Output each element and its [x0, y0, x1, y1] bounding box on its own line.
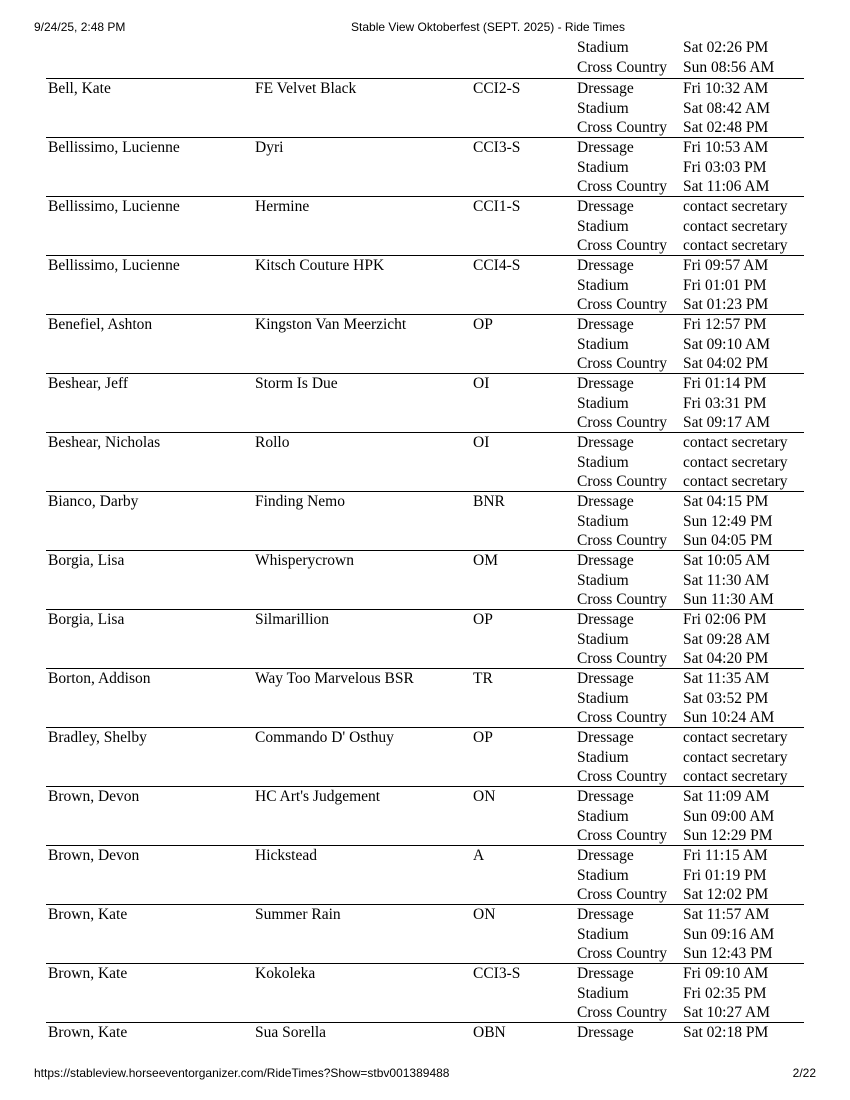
phase-list [577, 787, 667, 846]
page-footer [0, 1066, 850, 1082]
table-row [46, 432, 804, 491]
ride-time: Sat 11:30 AM [683, 571, 770, 589]
ride-time: Sun 09:00 AM [683, 807, 775, 825]
horse-name: Dyri [255, 139, 284, 156]
rider-name: Borgia, Lisa [48, 552, 125, 569]
time-list [683, 433, 788, 492]
ride-time: contact secretary [683, 473, 788, 491]
ride-time: Sun 10:24 AM [683, 709, 775, 727]
table-row [46, 845, 804, 904]
rider-name: Bianco, Darby [48, 493, 139, 510]
phase: Dressage [577, 788, 634, 805]
ride-time: Fri 12:57 PM [683, 316, 767, 333]
phase: Dressage [577, 611, 634, 628]
phase: Stadium [577, 689, 629, 707]
ride-time: Sun 08:56 AM [683, 58, 775, 76]
rider-name: Borton, Addison [48, 670, 151, 687]
ride-time: Sat 01:23 PM [683, 296, 769, 314]
phase: Cross Country [577, 768, 667, 786]
ride-time: Fri 01:19 PM [683, 866, 767, 884]
phase: Stadium [577, 394, 629, 412]
time-list [683, 905, 774, 964]
division: OI [473, 434, 490, 451]
horse-name: Kokoleka [255, 965, 316, 982]
phase: Cross Country [577, 886, 667, 904]
ride-time: contact secretary [683, 217, 788, 235]
phase-list [577, 256, 667, 315]
phase-list [577, 138, 667, 197]
ride-time: Fri 11:15 AM [683, 847, 768, 864]
ride-time: Fri 09:10 AM [683, 965, 769, 982]
phase-list [577, 1023, 634, 1043]
ride-time: Sat 10:27 AM [683, 1004, 770, 1022]
phase: Stadium [577, 335, 629, 353]
entry-rows [46, 78, 804, 1081]
phase: Stadium [577, 571, 629, 589]
ride-time: Sat 11:06 AM [683, 178, 770, 196]
phase: Cross Country [577, 650, 667, 668]
phase: Dressage [577, 906, 634, 923]
phase-list [577, 905, 667, 964]
horse-name: HC Art's Judgement [255, 788, 381, 805]
division: OI [473, 375, 490, 392]
time-list [683, 787, 774, 846]
division: CCI4-S [473, 257, 521, 274]
phase: Cross Country [577, 827, 667, 845]
phase: Stadium [577, 748, 629, 766]
print-date: 9/24/25, 2:48 PM [34, 20, 126, 34]
ride-times-table [46, 38, 804, 1081]
phase-list [577, 551, 667, 610]
horse-name: Hermine [255, 198, 310, 215]
horse-name: Storm Is Due [255, 375, 338, 392]
time-list [683, 728, 788, 787]
table-row [46, 314, 804, 373]
ride-time: Fri 02:35 PM [683, 984, 767, 1002]
rider-name: Beshear, Nicholas [48, 434, 161, 451]
ride-time: Fri 10:32 AM [683, 80, 769, 97]
phase: Dressage [577, 257, 634, 274]
ride-time: Sun 09:16 AM [683, 925, 775, 943]
rider-name: Bellissimo, Lucienne [48, 139, 180, 156]
division: A [473, 847, 485, 864]
ride-time: Sat 12:02 PM [683, 886, 769, 904]
division: ON [473, 906, 496, 923]
division: BNR [473, 493, 505, 510]
phase: Stadium [577, 984, 629, 1002]
phase-list [577, 846, 667, 905]
page-header [0, 20, 850, 36]
ride-time: contact secretary [683, 237, 788, 255]
phase: Stadium [577, 453, 629, 471]
horse-name: Silmarillion [255, 611, 330, 628]
ride-time: Fri 09:57 AM [683, 257, 769, 274]
ride-time: contact secretary [683, 729, 788, 746]
ride-time: Sat 02:26 PM [683, 39, 769, 56]
rider-name: Brown, Kate [48, 906, 128, 923]
rider-name: Bellissimo, Lucienne [48, 257, 180, 274]
table-row [46, 196, 804, 255]
phase: Dressage [577, 139, 634, 156]
phase: Cross Country [577, 945, 667, 963]
time-list [683, 1023, 768, 1043]
ride-time: Sun 12:49 PM [683, 512, 773, 530]
table-row [46, 609, 804, 668]
horse-name: Commando D' Osthuy [255, 729, 394, 746]
phase-list [577, 79, 667, 138]
horse-name: Kingston Van Meerzicht [255, 316, 407, 333]
phase: Dressage [577, 552, 634, 569]
ride-time: Sat 10:05 AM [683, 552, 770, 569]
table-row [46, 373, 804, 432]
phase: Dressage [577, 198, 634, 215]
time-list [683, 846, 768, 905]
phase: Dressage [577, 847, 634, 864]
phase-list [577, 492, 667, 551]
division: OM [473, 552, 498, 569]
division: OP [473, 729, 493, 746]
phase: Dressage [577, 316, 634, 333]
page-title: Stable View Oktoberfest (SEPT. 2025) - Ride Times [351, 20, 625, 34]
ride-time: contact secretary [683, 453, 788, 471]
phase: Dressage [577, 493, 634, 510]
ride-time: Fri 03:31 PM [683, 394, 767, 412]
ride-time: Sat 04:20 PM [683, 650, 769, 668]
table-row [46, 78, 804, 137]
phase: Cross Country [577, 709, 667, 727]
ride-time: Sat 02:18 PM [683, 1024, 769, 1041]
phase: Cross Country [577, 532, 667, 550]
phase: Cross Country [577, 58, 667, 76]
ride-time: Fri 03:03 PM [683, 158, 767, 176]
time-list [683, 964, 770, 1023]
division: ON [473, 788, 496, 805]
phase: Stadium [577, 39, 629, 56]
horse-name: Whisperycrown [255, 552, 354, 569]
ride-time: Sun 12:43 PM [683, 945, 773, 963]
phase-list [577, 38, 667, 77]
continued-entry [46, 38, 804, 78]
phase: Dressage [577, 80, 634, 97]
ride-time: contact secretary [683, 434, 788, 451]
phase: Dressage [577, 1024, 634, 1041]
ride-time: contact secretary [683, 768, 788, 786]
phase-list [577, 374, 667, 433]
phase: Cross Country [577, 237, 667, 255]
ride-time: Fri 01:14 PM [683, 375, 767, 392]
ride-time: Sat 02:48 PM [683, 119, 769, 137]
table-row [46, 550, 804, 609]
rider-name: Bell, Kate [48, 80, 111, 97]
phase: Stadium [577, 512, 629, 530]
phase-list [577, 433, 667, 492]
horse-name: Way Too Marvelous BSR [255, 670, 414, 687]
ride-time: Sat 11:57 AM [683, 906, 770, 923]
ride-time: Sun 12:29 PM [683, 827, 773, 845]
time-list [683, 138, 769, 197]
time-list [683, 79, 770, 138]
horse-name: Finding Nemo [255, 493, 345, 510]
ride-time: Sat 09:28 AM [683, 630, 770, 648]
phase-list [577, 197, 667, 256]
ride-time: Sat 11:09 AM [683, 788, 770, 805]
division: OBN [473, 1024, 506, 1041]
rider-name: Brown, Devon [48, 847, 140, 864]
phase: Cross Country [577, 355, 667, 373]
rider-name: Beshear, Jeff [48, 375, 129, 392]
time-list [683, 38, 774, 77]
phase: Stadium [577, 866, 629, 884]
time-list [683, 610, 770, 669]
table-row [46, 786, 804, 845]
phase: Stadium [577, 217, 629, 235]
phase: Cross Country [577, 591, 667, 609]
page-url: https://stableview.horseeventorganizer.com/RideTimes?Show=stbv001389488 [34, 1066, 450, 1080]
phase: Cross Country [577, 296, 667, 314]
phase-list [577, 728, 667, 787]
phase: Cross Country [577, 473, 667, 491]
phase: Stadium [577, 99, 629, 117]
phase-list [577, 669, 667, 728]
phase: Cross Country [577, 119, 667, 137]
ride-time: Sat 09:10 AM [683, 335, 770, 353]
ride-time: Sun 11:30 AM [683, 591, 774, 609]
horse-name: Rollo [255, 434, 290, 451]
rider-name: Brown, Devon [48, 788, 140, 805]
table-row [46, 491, 804, 550]
rider-name: Borgia, Lisa [48, 611, 125, 628]
phase: Dressage [577, 434, 634, 451]
phase: Dressage [577, 375, 634, 392]
phase: Stadium [577, 807, 629, 825]
ride-time: Sat 04:02 PM [683, 355, 769, 373]
time-list [683, 374, 770, 433]
division: CCI3-S [473, 139, 521, 156]
table-row [46, 963, 804, 1022]
ride-time: Fri 10:53 AM [683, 139, 769, 156]
ride-time: Sun 04:05 PM [683, 532, 773, 550]
phase-list [577, 315, 667, 374]
phase-list [577, 964, 667, 1023]
phase: Dressage [577, 729, 634, 746]
table-row [46, 668, 804, 727]
horse-name: FE Velvet Black [255, 80, 357, 97]
ride-time: contact secretary [683, 748, 788, 766]
phase: Dressage [577, 670, 634, 687]
rider-name: Benefiel, Ashton [48, 316, 153, 333]
rider-name: Brown, Kate [48, 1024, 128, 1041]
rider-name: Bradley, Shelby [48, 729, 147, 746]
table-row [46, 255, 804, 314]
phase: Dressage [577, 965, 634, 982]
division: CCI2-S [473, 80, 521, 97]
division: OP [473, 611, 493, 628]
horse-name: Sua Sorella [255, 1024, 327, 1041]
time-list [683, 669, 774, 728]
table-row [46, 137, 804, 196]
ride-time: Fri 01:01 PM [683, 276, 767, 294]
division: TR [473, 670, 493, 687]
phase-list [577, 610, 667, 669]
phase: Cross Country [577, 178, 667, 196]
division: OP [473, 316, 493, 333]
horse-name: Hickstead [255, 847, 317, 864]
ride-time: Sat 11:35 AM [683, 670, 770, 687]
phase: Stadium [577, 158, 629, 176]
horse-name: Summer Rain [255, 906, 341, 923]
ride-time: Fri 02:06 PM [683, 611, 767, 628]
time-list [683, 197, 788, 256]
phase: Cross Country [577, 414, 667, 432]
rider-name: Brown, Kate [48, 965, 128, 982]
phase: Stadium [577, 276, 629, 294]
ride-time: Sat 03:52 PM [683, 689, 769, 707]
phase: Stadium [577, 925, 629, 943]
time-list [683, 551, 774, 610]
horse-name: Kitsch Couture HPK [255, 257, 385, 274]
division: CCI1-S [473, 198, 521, 215]
table-row [46, 727, 804, 786]
page-number: 2/22 [792, 1066, 816, 1080]
time-list [683, 256, 768, 315]
ride-time: Sat 09:17 AM [683, 414, 770, 432]
ride-time: Sat 08:42 AM [683, 99, 770, 117]
division: CCI3-S [473, 965, 521, 982]
rider-name: Bellissimo, Lucienne [48, 198, 180, 215]
ride-time: contact secretary [683, 198, 788, 215]
phase: Stadium [577, 630, 629, 648]
ride-time: Sat 04:15 PM [683, 493, 769, 510]
table-row [46, 904, 804, 963]
time-list [683, 315, 770, 374]
time-list [683, 492, 773, 551]
phase: Cross Country [577, 1004, 667, 1022]
